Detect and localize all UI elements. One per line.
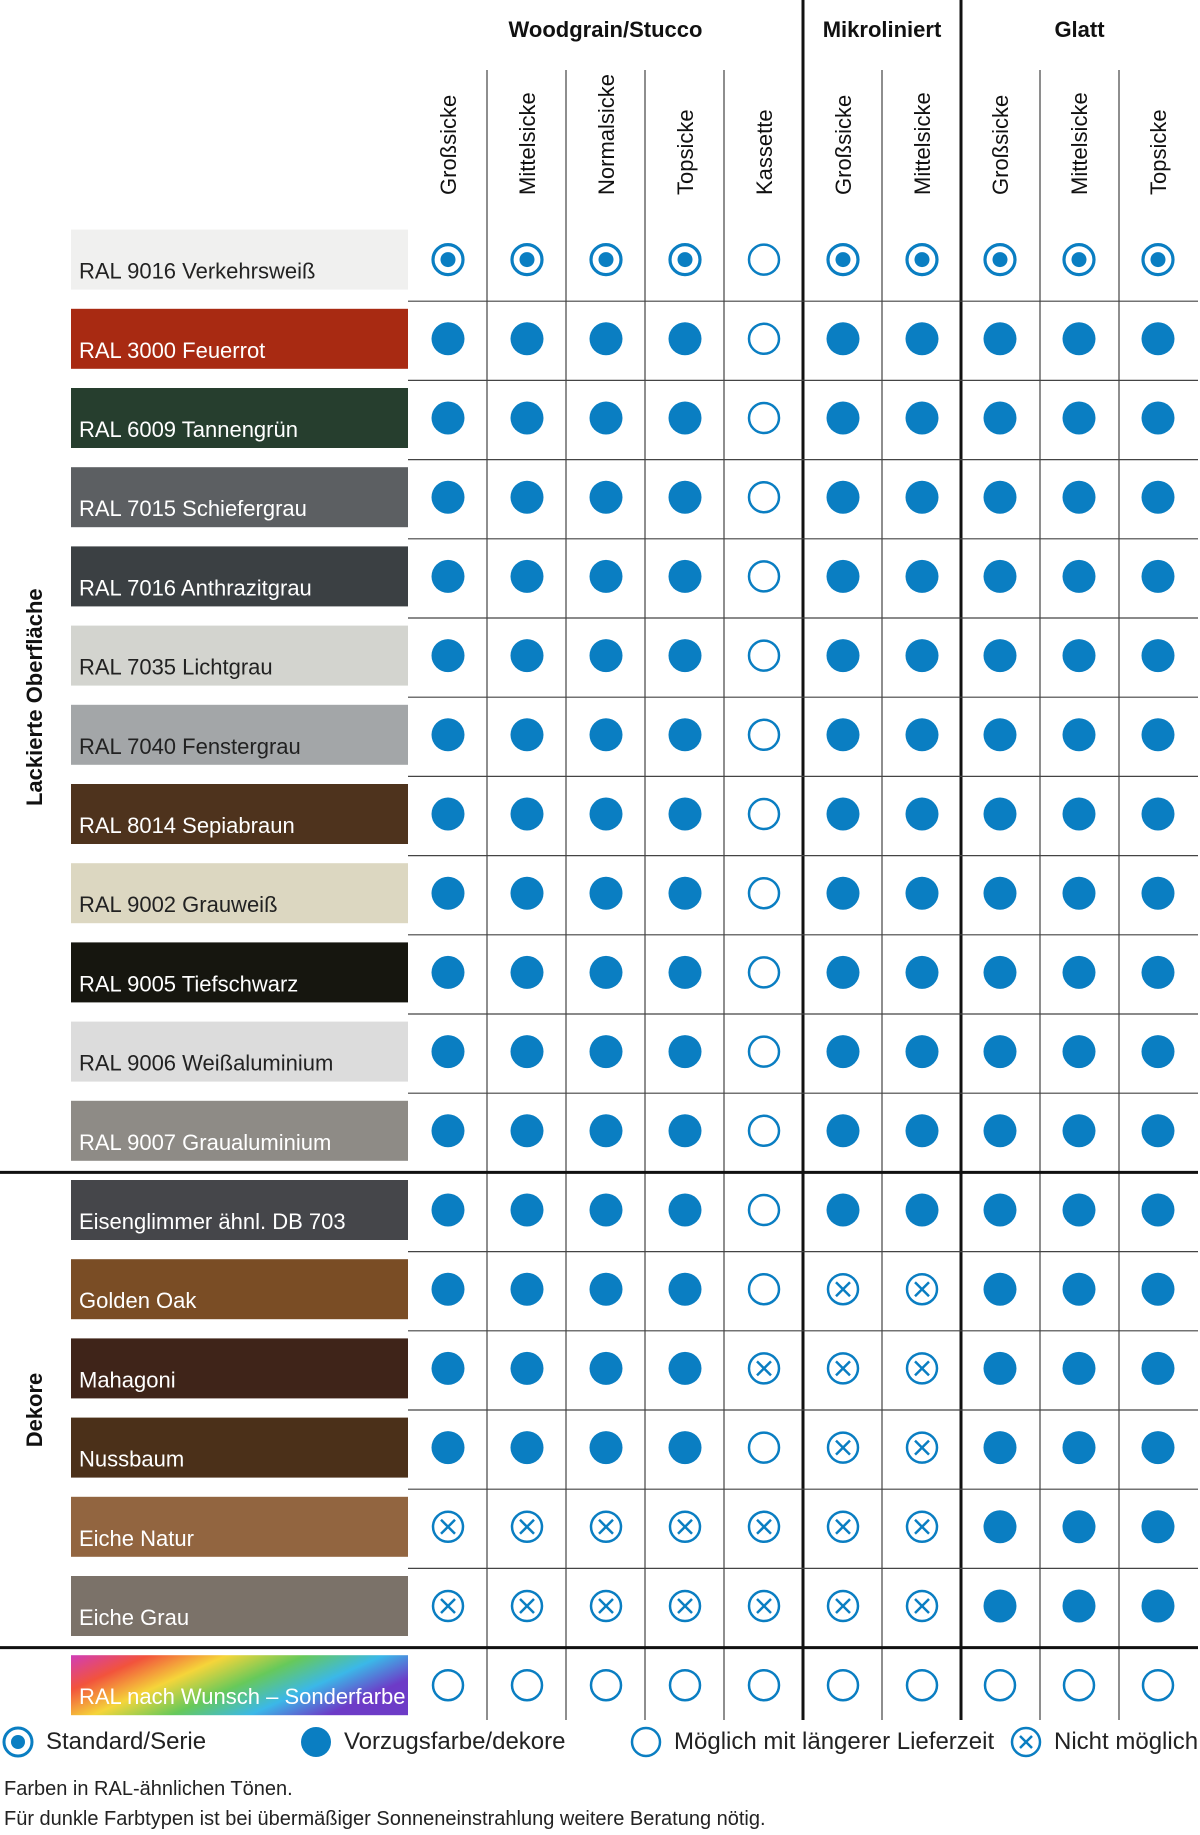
table-row xyxy=(71,230,1173,290)
longer-delivery-icon xyxy=(749,1195,779,1225)
preferred-icon xyxy=(1063,1431,1096,1464)
column-header: Topsicke xyxy=(673,109,698,195)
preferred-icon xyxy=(590,1273,623,1306)
preferred-icon xyxy=(590,1194,623,1227)
swatch-label: Mahagoni xyxy=(79,1367,176,1393)
longer-delivery-icon xyxy=(1143,1670,1173,1700)
preferred-icon xyxy=(590,956,623,989)
preferred-icon xyxy=(1063,481,1096,514)
not-possible-icon xyxy=(433,1591,463,1621)
preferred-icon xyxy=(1142,956,1175,989)
preferred-icon xyxy=(669,956,702,989)
preferred-icon xyxy=(432,560,465,593)
preferred-icon xyxy=(1142,798,1175,831)
preferred-icon xyxy=(511,956,544,989)
longer-delivery-icon xyxy=(749,1670,779,1700)
preferred-icon xyxy=(906,481,939,514)
longer-delivery-icon xyxy=(985,1670,1015,1700)
standard-icon xyxy=(512,245,542,275)
preferred-icon xyxy=(1063,322,1096,355)
preferred-icon xyxy=(827,718,860,751)
preferred-icon xyxy=(511,1352,544,1385)
preferred-icon xyxy=(590,718,623,751)
group-header: Glatt xyxy=(1054,17,1105,42)
swatch-label: Eiche Grau xyxy=(79,1605,190,1630)
swatch-label: RAL 9006 Weißaluminium xyxy=(79,1050,334,1076)
preferred-icon xyxy=(590,560,623,593)
swatch-label: RAL 7016 Anthrazitgrau xyxy=(79,575,312,601)
table-row xyxy=(71,467,1175,527)
longer-delivery-icon xyxy=(591,1670,621,1700)
preferred-icon xyxy=(669,718,702,751)
preferred-icon xyxy=(511,402,544,435)
preferred-icon xyxy=(984,481,1017,514)
group-header: Mikroliniert xyxy=(822,17,942,42)
column-header: Großsicke xyxy=(988,94,1013,195)
preferred-icon xyxy=(511,560,544,593)
preferred-icon xyxy=(1063,718,1096,751)
table-row xyxy=(71,626,1175,686)
preferred-icon xyxy=(511,877,544,910)
preferred-icon xyxy=(827,798,860,831)
preferred-icon xyxy=(827,1035,860,1068)
preferred-icon xyxy=(300,1726,332,1758)
preferred-icon xyxy=(906,798,939,831)
preferred-icon xyxy=(669,560,702,593)
preferred-icon xyxy=(590,1035,623,1068)
legend-not-possible-label: Nicht möglich xyxy=(1054,1728,1199,1755)
not-possible-icon xyxy=(670,1512,700,1542)
preferred-icon xyxy=(827,481,860,514)
preferred-icon xyxy=(432,481,465,514)
table-row xyxy=(71,1259,1175,1319)
not-possible-icon xyxy=(512,1591,542,1621)
preferred-icon xyxy=(984,1194,1017,1227)
table-row xyxy=(71,1418,1175,1478)
column-header: Normalsicke xyxy=(594,73,619,195)
preferred-icon xyxy=(590,481,623,514)
swatch-label: RAL 7040 Fenstergrau xyxy=(79,733,301,759)
preferred-icon xyxy=(827,1114,860,1147)
preferred-icon xyxy=(511,639,544,672)
not-possible-icon xyxy=(749,1353,779,1383)
swatch-label: Golden Oak xyxy=(79,1288,197,1314)
preferred-icon xyxy=(590,877,623,910)
preferred-icon xyxy=(984,718,1017,751)
preferred-icon xyxy=(669,1431,702,1464)
preferred-icon xyxy=(1142,718,1175,751)
table-row xyxy=(71,1576,1175,1636)
table-row xyxy=(71,863,1175,923)
preferred-icon xyxy=(1063,1590,1096,1623)
preferred-icon xyxy=(984,798,1017,831)
preferred-icon xyxy=(669,402,702,435)
table-row xyxy=(71,1497,1175,1557)
preferred-icon xyxy=(906,560,939,593)
preferred-icon xyxy=(1063,639,1096,672)
not-possible-icon xyxy=(512,1512,542,1542)
swatch-label: RAL 8014 Sepiabraun xyxy=(79,813,295,838)
column-header: Kassette xyxy=(752,109,777,195)
preferred-icon xyxy=(906,956,939,989)
section-label: Lackierte Oberfläche xyxy=(22,588,47,807)
preferred-icon xyxy=(511,481,544,514)
preferred-icon xyxy=(1063,956,1096,989)
preferred-icon xyxy=(906,639,939,672)
swatch-label: Eisenglimmer ähnl. DB 703 xyxy=(79,1209,346,1234)
group-header: Woodgrain/Stucco xyxy=(508,17,703,42)
preferred-icon xyxy=(984,639,1017,672)
not-possible-icon xyxy=(828,1274,858,1304)
preferred-icon xyxy=(827,1194,860,1227)
column-header: Großsicke xyxy=(436,94,461,195)
preferred-icon xyxy=(590,1114,623,1147)
note-dark-colors: Für dunkle Farbtypen ist bei übermäßiger Sonneneinstrahlung weitere Beratung nötig. xyxy=(4,1808,766,1830)
not-possible-icon xyxy=(828,1433,858,1463)
standard-icon xyxy=(670,245,700,275)
preferred-icon xyxy=(984,560,1017,593)
preferred-icon xyxy=(1142,322,1175,355)
preferred-icon xyxy=(432,639,465,672)
preferred-icon xyxy=(669,481,702,514)
preferred-icon xyxy=(827,402,860,435)
standard-icon xyxy=(828,245,858,275)
longer-delivery-icon xyxy=(749,799,779,829)
swatch-label: RAL nach Wunsch – Sonderfarbe xyxy=(79,1684,406,1710)
preferred-icon xyxy=(511,1194,544,1227)
preferred-icon xyxy=(432,956,465,989)
preferred-icon xyxy=(669,1114,702,1147)
standard-icon xyxy=(907,245,937,275)
preferred-icon xyxy=(1063,798,1096,831)
preferred-icon xyxy=(827,877,860,910)
preferred-icon xyxy=(432,1114,465,1147)
preferred-icon xyxy=(590,639,623,672)
preferred-icon xyxy=(432,1194,465,1227)
table-row xyxy=(71,1101,1175,1161)
preferred-icon xyxy=(827,322,860,355)
longer-delivery-icon xyxy=(670,1670,700,1700)
preferred-icon xyxy=(906,1114,939,1147)
preferred-icon xyxy=(511,718,544,751)
table-row xyxy=(71,546,1175,606)
preferred-icon xyxy=(1142,1114,1175,1147)
column-header: Topsicke xyxy=(1146,109,1171,195)
standard-icon xyxy=(433,245,463,275)
preferred-icon xyxy=(590,322,623,355)
longer-delivery-icon xyxy=(1064,1670,1094,1700)
preferred-icon xyxy=(1063,1352,1096,1385)
preferred-icon xyxy=(1142,639,1175,672)
preferred-icon xyxy=(669,1035,702,1068)
longer-delivery-icon xyxy=(749,641,779,671)
preferred-icon xyxy=(432,1352,465,1385)
preferred-icon xyxy=(669,1273,702,1306)
longer-delivery-icon xyxy=(749,957,779,987)
not-possible-icon xyxy=(907,1353,937,1383)
not-possible-icon xyxy=(670,1591,700,1621)
swatch-label: RAL 7015 Schiefergrau xyxy=(79,496,307,522)
legend-preferred-label: Vorzugsfarbe/dekore xyxy=(344,1728,566,1755)
preferred-icon xyxy=(669,322,702,355)
standard-icon xyxy=(1143,245,1173,275)
legend-standard-label: Standard/Serie xyxy=(46,1728,207,1755)
standard-icon xyxy=(591,245,621,275)
preferred-icon xyxy=(1142,1035,1175,1068)
preferred-icon xyxy=(906,877,939,910)
preferred-icon xyxy=(1142,1431,1175,1464)
preferred-icon xyxy=(827,956,860,989)
preferred-icon xyxy=(669,1352,702,1385)
preferred-icon xyxy=(906,1194,939,1227)
preferred-icon xyxy=(669,1194,702,1227)
preferred-icon xyxy=(1142,560,1175,593)
preferred-icon xyxy=(1142,1194,1175,1227)
preferred-icon xyxy=(511,1431,544,1464)
preferred-icon xyxy=(984,1114,1017,1147)
preferred-icon xyxy=(1142,481,1175,514)
preferred-icon xyxy=(1063,1194,1096,1227)
preferred-icon xyxy=(669,639,702,672)
preferred-icon xyxy=(906,718,939,751)
preferred-icon xyxy=(1142,1352,1175,1385)
not-possible-icon xyxy=(907,1274,937,1304)
preferred-icon xyxy=(590,1431,623,1464)
swatch-label: RAL 9007 Graualuminium xyxy=(79,1129,332,1155)
preferred-icon xyxy=(1063,402,1096,435)
preferred-icon xyxy=(669,877,702,910)
preferred-icon xyxy=(906,1035,939,1068)
swatch-label: RAL 7035 Lichtgrau xyxy=(79,654,273,680)
preferred-icon xyxy=(1063,1035,1096,1068)
column-header: Mittelsicke xyxy=(515,92,540,195)
swatch-label: RAL 3000 Feuerrot xyxy=(79,337,266,363)
swatch-label: Nussbaum xyxy=(79,1446,185,1472)
preferred-icon xyxy=(511,1273,544,1306)
swatch-label: RAL 9016 Verkehrsweiß xyxy=(79,258,316,284)
preferred-icon xyxy=(906,402,939,435)
swatch-label: RAL 6009 Tannengrün xyxy=(79,417,298,442)
not-possible-icon xyxy=(907,1433,937,1463)
preferred-icon xyxy=(432,1273,465,1306)
not-possible-icon xyxy=(907,1591,937,1621)
not-possible-icon xyxy=(828,1591,858,1621)
longer-delivery-icon xyxy=(749,561,779,591)
longer-delivery-icon xyxy=(749,878,779,908)
not-possible-icon xyxy=(433,1512,463,1542)
not-possible-icon xyxy=(591,1591,621,1621)
legend-longer-label: Möglich mit längerer Lieferzeit xyxy=(674,1728,995,1755)
preferred-icon xyxy=(1063,877,1096,910)
table-row xyxy=(71,1338,1175,1398)
standard-icon xyxy=(985,245,1015,275)
preferred-icon xyxy=(432,322,465,355)
longer-delivery-icon xyxy=(749,1037,779,1067)
longer-delivery-icon xyxy=(907,1670,937,1700)
longer-delivery-icon xyxy=(630,1726,662,1758)
longer-delivery-icon xyxy=(433,1670,463,1700)
legend-preferred xyxy=(300,1722,565,1762)
preferred-icon xyxy=(1142,1510,1175,1543)
note-ral-tones: Farben in RAL-ähnlichen Tönen. xyxy=(4,1778,293,1800)
longer-delivery-icon xyxy=(749,1274,779,1304)
not-possible-icon xyxy=(749,1512,779,1542)
column-header: Großsicke xyxy=(831,94,856,195)
preferred-icon xyxy=(984,322,1017,355)
table-row xyxy=(71,1655,1173,1715)
preferred-icon xyxy=(984,402,1017,435)
longer-delivery-icon xyxy=(749,720,779,750)
longer-delivery-icon xyxy=(749,1116,779,1146)
preferred-icon xyxy=(590,1352,623,1385)
table-row xyxy=(71,1180,1175,1240)
preferred-icon xyxy=(984,1273,1017,1306)
longer-delivery-icon xyxy=(828,1670,858,1700)
standard-icon xyxy=(2,1726,34,1758)
section-label: Dekore xyxy=(22,1372,47,1448)
preferred-icon xyxy=(511,1114,544,1147)
legend-longer xyxy=(630,1722,994,1762)
column-header: Mittelsicke xyxy=(1067,92,1092,195)
table-row xyxy=(71,1022,1175,1082)
preferred-icon xyxy=(827,639,860,672)
preferred-icon xyxy=(1142,1590,1175,1623)
not-possible-icon xyxy=(828,1353,858,1383)
preferred-icon xyxy=(432,1431,465,1464)
preferred-icon xyxy=(432,798,465,831)
preferred-icon xyxy=(984,877,1017,910)
standard-icon xyxy=(1064,245,1094,275)
not-possible-icon xyxy=(591,1512,621,1542)
longer-delivery-icon xyxy=(512,1670,542,1700)
longer-delivery-icon xyxy=(749,482,779,512)
legend xyxy=(0,1722,1200,1762)
preferred-icon xyxy=(1063,1510,1096,1543)
preferred-icon xyxy=(432,877,465,910)
table-row xyxy=(71,309,1175,369)
preferred-icon xyxy=(827,560,860,593)
longer-delivery-icon xyxy=(749,403,779,433)
table-row xyxy=(71,942,1175,1002)
preferred-icon xyxy=(1142,402,1175,435)
preferred-icon xyxy=(669,798,702,831)
not-possible-icon xyxy=(1010,1726,1042,1758)
table-row xyxy=(71,705,1175,765)
swatch-label: RAL 9002 Grauweiß xyxy=(79,892,278,918)
legend-standard xyxy=(2,1722,206,1762)
preferred-icon xyxy=(590,798,623,831)
preferred-icon xyxy=(511,798,544,831)
preferred-icon xyxy=(1063,1273,1096,1306)
legend-not-possible xyxy=(1010,1722,1198,1762)
preferred-icon xyxy=(432,1035,465,1068)
preferred-icon xyxy=(511,322,544,355)
preferred-icon xyxy=(984,1352,1017,1385)
preferred-icon xyxy=(590,402,623,435)
not-possible-icon xyxy=(828,1512,858,1542)
preferred-icon xyxy=(906,322,939,355)
preferred-icon xyxy=(984,956,1017,989)
table-row xyxy=(71,388,1175,448)
preferred-icon xyxy=(1142,1273,1175,1306)
swatch-label: Eiche Natur xyxy=(79,1525,194,1551)
preferred-icon xyxy=(984,1590,1017,1623)
preferred-icon xyxy=(984,1431,1017,1464)
longer-delivery-icon xyxy=(749,245,779,275)
longer-delivery-icon xyxy=(749,1433,779,1463)
preferred-icon xyxy=(1063,560,1096,593)
preferred-icon xyxy=(511,1035,544,1068)
table-row xyxy=(71,784,1175,844)
preferred-icon xyxy=(1142,877,1175,910)
preferred-icon xyxy=(432,402,465,435)
preferred-icon xyxy=(984,1035,1017,1068)
preferred-icon xyxy=(432,718,465,751)
longer-delivery-icon xyxy=(749,324,779,354)
not-possible-icon xyxy=(907,1512,937,1542)
column-header: Mittelsicke xyxy=(910,92,935,195)
preferred-icon xyxy=(1063,1114,1096,1147)
swatch-label: RAL 9005 Tiefschwarz xyxy=(79,971,299,997)
not-possible-icon xyxy=(749,1591,779,1621)
preferred-icon xyxy=(984,1510,1017,1543)
